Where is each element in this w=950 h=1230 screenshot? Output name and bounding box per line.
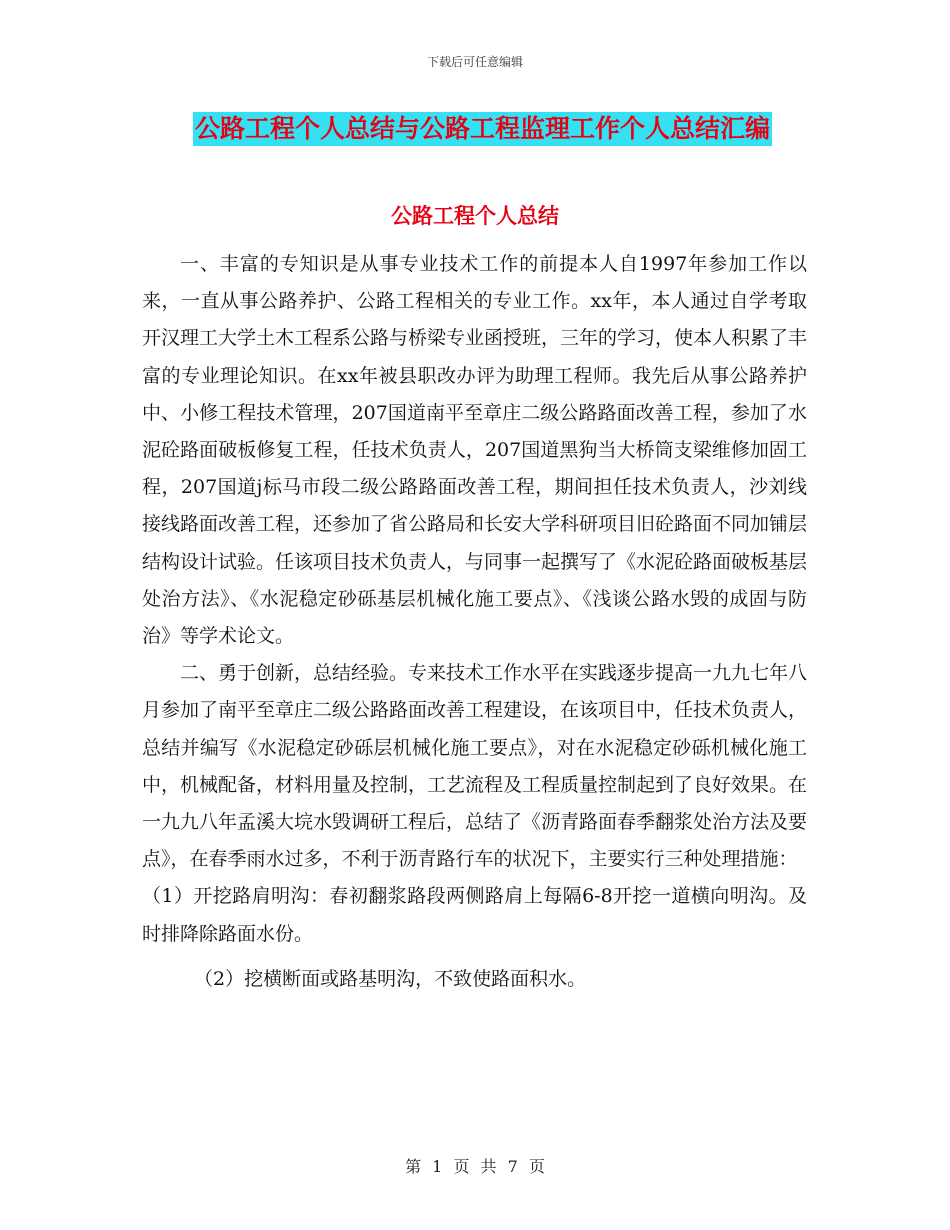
paragraph-2: 二、勇于创新，总结经验。专来技术工作水平在实践逐步提高一九九七年八月参加了南平至章庄二级公路路面改善工程建设，在该项目中，任技术负责人，总结并编写《水泥稳定砂砾层机械化施工要点》，对在水泥稳定砂砾机械化施工中，机械配备，材料用量及控制，工艺流程及工程质量控制起到了良好效果。在一九九八年孟溪大垸水毁调研工程后，总结了《沥青路面春季翻浆处治方法及要点》，在春季雨水过多，不利于沥青路行车的状况下，主要实行三种处理措施：: [142, 662, 808, 871]
paragraph-3: （1）开挖路肩明沟：春初翻浆路段两侧路肩上每隔6-8开挖一道横向明沟。及时排降除路面水份。: [142, 885, 807, 945]
page-footer: 第 1 页 共 7 页: [405, 1157, 545, 1176]
header-note: 下载后可任意编辑: [426, 55, 523, 69]
paragraph-4: （2）挖横断面或路基明沟，不致使路面积水。: [194, 967, 587, 990]
document-title: 公路工程个人总结与公路工程监理工作个人总结汇编: [193, 112, 772, 146]
paragraph-1: 一、丰富的专知识是从事专业技术工作的前提本人自1997年参加工作以来，一直从事公路养护、公路工程相关的专业工作。xx年，本人通过自学考取开汉理工大学土木工程系公路与桥梁专业函授班，三年的学习，使本人积累了丰富的专业理论知识。在xx年被县职改办评为助理工程师。我先后从事公路养护中、小修工程技术管理，207国道南平至章庄二级公路路面改善工程，参加了水泥砼路面破板修复工程，任技术负责人，207国道黑狗当大桥筒支梁维修加固工程，207国道j标马市段二级公路路面改善工程，期间担任技术负责人，沙刘线接线路面改善工程，还参加了省公路局和长安大学科研项目旧砼路面不同加铺层结构设计试验。任该项目技术负责人，与同事一起撰写了《水泥砼路面破板基层处治方法》、《水泥稳定砂砾基层机械化施工要点》、《浅谈公路水毁的成固与防治》等学术论文。: [142, 253, 808, 648]
section-title: 公路工程个人总结: [391, 204, 559, 228]
body-text: [142, 246, 807, 998]
